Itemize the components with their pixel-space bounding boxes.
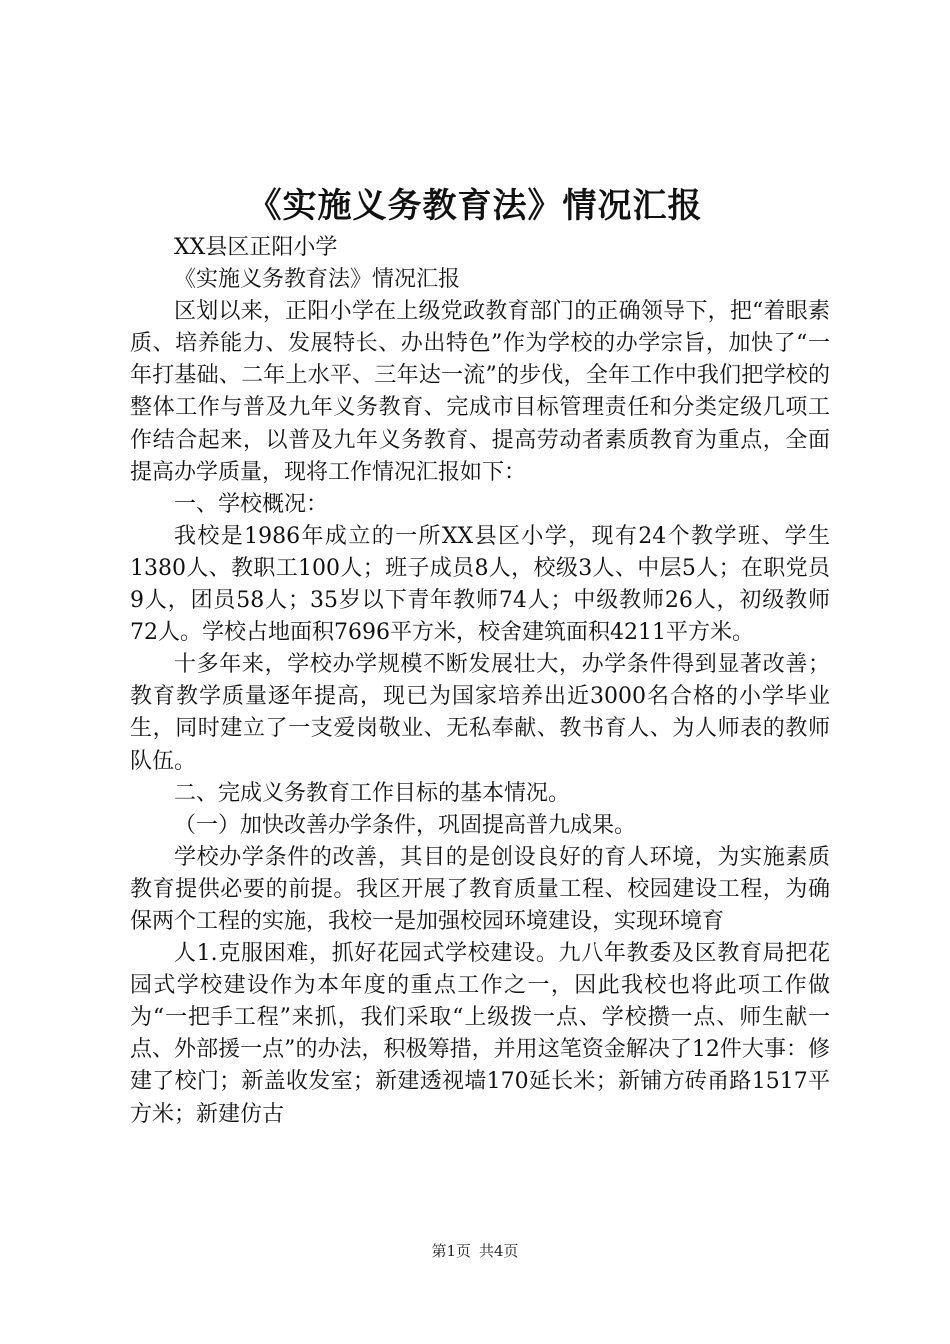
school-name-line: XX县区正阳小学 xyxy=(174,235,338,260)
intro-paragraph: 区划以来，正阳小学在上级党政教育部门的正确领导下，把“着眼素质、培养能力、发展特长、办出特色”作为学校的办学宗旨，加快了“一年打基础、二年上水平、三年达一流”的步伐，全年工作中我们把学校的整体工作与普及九年义务教育、完成市目标管理责任和分类定级几项工作结合起来，以普及九年义务教育、提高劳动者素质教育为重点，全面提高办学质量，现将工作情况汇报如下： xyxy=(130,299,830,485)
subsection-heading-conditions: （一）加快改善办学条件，巩固提高普九成果。 xyxy=(174,812,637,838)
report-subtitle-line: 《实施义务教育法》情况汇报 xyxy=(174,267,461,293)
overview-paragraph: 我校是1986年成立的一所XX县区小学，现有24个教学班、学生1380人、教职工100人；班子成员8人，校级3人、中层5人；在职党员9人，团员58人；35岁以下青年教师74人；中级教师26人，初级教师72人。学校占地面积7696平方米，校舍建筑面积4211平方米。 xyxy=(130,523,830,646)
section-heading-overview: 一、学校概况： xyxy=(174,491,329,517)
section-heading-goals: 二、完成义务教育工作目标的基本情况。 xyxy=(174,780,571,806)
page-number: 第1页 xyxy=(431,1242,471,1260)
garden-school-paragraph: 人1.克服困难，抓好花园式学校建设。九八年教委及区教育局把花园式学校建设作为本年度的重点工作之一，因此我校也将此项工作做为“一把手工程”来抓，我们采取“上级拨一点、学校攒一点、师生献一点、外部援一点”的办法，积极筹措，并用这笔资金解决了12件大事：修建了校门；新盖收发室；新建透视墙170延长米；新铺方砖甬路1517平方米；新建仿古 xyxy=(130,941,830,1127)
page-footer xyxy=(0,1241,950,1261)
document-title: 《实施义务教育法》情况汇报 xyxy=(247,186,703,226)
document-body xyxy=(130,232,830,1131)
development-paragraph: 十多年来，学校办学规模不断发展壮大，办学条件得到显著改善；教育教学质量逐年提高，现已为国家培养出近3000名合格的小学毕业生，同时建立了一支爱岗敬业、无私奉献、教书育人、为人师表的教师队伍。 xyxy=(130,652,830,774)
conditions-paragraph: 学校办学条件的改善，其目的是创设良好的育人环境，为实施素质教育提供必要的前提。我区开展了教育质量工程、校园建设工程，为确保两个工程的实施，我校一是加强校园环境建设，实现环境育 xyxy=(130,844,830,934)
page-total: 共4页 xyxy=(479,1242,519,1260)
